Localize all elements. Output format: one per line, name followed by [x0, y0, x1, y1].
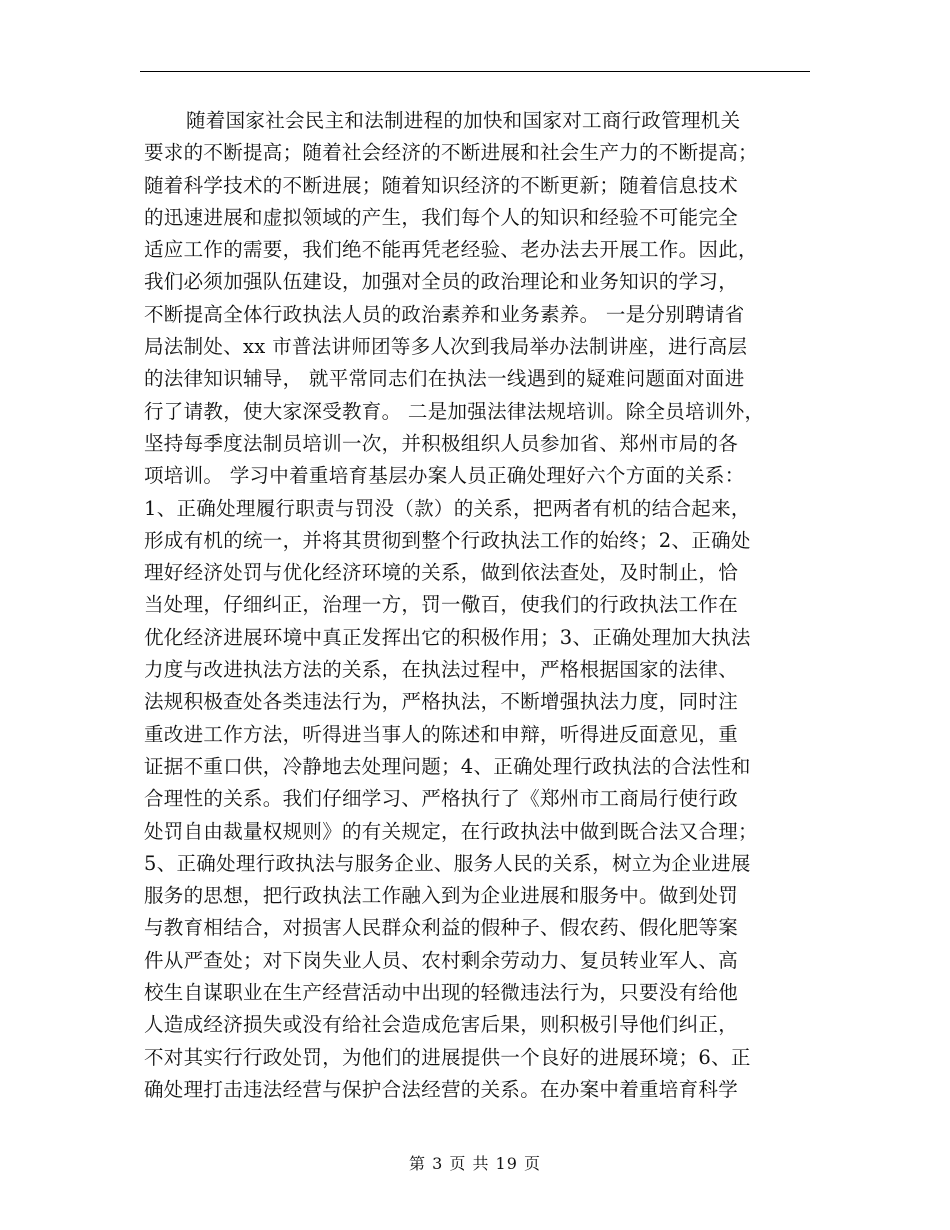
text-line: 件从严查处；对下岗失业人员、农村剩余劳动力、复员转业军人、高 — [144, 948, 739, 972]
text-line: 证据不重口供，冷静地去处理问题；4、正确处理行政执法的合法性和 — [144, 754, 751, 778]
text-line: 与教育相结合，对损害人民群众利益的假种子、假农药、假化肥等案 — [144, 916, 739, 940]
text-line: 局法制处、xx 市普法讲师团等多人次到我局举办法制讲座，进行高层 — [144, 335, 748, 359]
text-line: 随着国家社会民主和法制进程的加快和国家对工商行政管理机关 — [186, 109, 741, 132]
text-line: 的迅速进展和虚拟领域的产生，我们每个人的知识和经验不可能完全 — [144, 205, 739, 229]
text-line: 不对其实行行政处罚，为他们的进展提供一个良好的进展环境；6、正 — [144, 1045, 751, 1069]
text-line: 当处理，仔细纠正，治理一方，罚一儆百，使我们的行政执法工作在 — [144, 593, 739, 617]
text-line: 1、正确处理履行职责与罚没（款）的关系，把两者有机的结合起来， — [144, 496, 751, 520]
text-line: 适应工作的需要，我们绝不能再凭老经验、老办法去开展工作。因此， — [144, 238, 758, 262]
text-line: 理好经济处罚与优化经济环境的关系，做到依法查处，及时制止，恰 — [144, 561, 739, 585]
text-line: 要求的不断提高；随着社会经济的不断进展和社会生产力的不断提高； — [144, 141, 758, 165]
text-line: 不断提高全体行政执法人员的政治素养和业务素养。 一是分别聘请省 — [144, 302, 745, 326]
text-line: 法规积极查处各类违法行为，严格执法，不断增强执法力度，同时注 — [144, 690, 739, 714]
text-line: 随着科学技术的不断进展；随着知识经济的不断更新；随着信息技术 — [144, 173, 739, 197]
text-line: 确处理打击违法经营与保护合法经营的关系。在办案中着重培育科学 — [144, 1077, 739, 1101]
text-line: 5、正确处理行政执法与服务企业、服务人民的关系，树立为企业进展 — [144, 851, 751, 875]
body-text — [144, 105, 816, 1106]
text-line: 校生自谋职业在生产经营活动中出现的轻微违法行为，只要没有给他 — [144, 981, 739, 1005]
text-line: 形成有机的统一，并将其贯彻到整个行政执法工作的始终；2、正确处 — [144, 528, 751, 552]
text-line: 力度与改进执法方法的关系，在执法过程中，严格根据国家的法律、 — [144, 658, 739, 682]
text-line: 合理性的关系。我们仔细学习、严格执行了《郑州市工商局行使行政 — [144, 787, 739, 811]
text-line: 重改进工作方法，听得进当事人的陈述和申辩，听得进反面意见，重 — [144, 722, 739, 746]
text-line: 我们必须加强队伍建设，加强对全员的政治理论和业务知识的学习， — [144, 270, 739, 294]
text-line: 优化经济进展环境中真正发挥出它的积极作用；3、正确处理加大执法 — [144, 625, 751, 649]
text-line: 项培训。 学习中着重培育基层办案人员正确处理好六个方面的关系： — [144, 464, 745, 488]
header-rule — [140, 71, 810, 72]
text-line: 行了请教，使大家深受教育。 二是加强法律法规培训。除全员培训外， — [144, 399, 765, 423]
text-line: 人造成经济损失或没有给社会造成危害后果，则积极引导他们纠正， — [144, 1013, 739, 1037]
text-line: 服务的思想，把行政执法工作融入到为企业进展和服务中。做到处罚 — [144, 884, 739, 908]
text-line: 的法律知识辅导， 就平常同志们在执法一线遇到的疑难问题面对面进 — [144, 367, 745, 391]
text-line: 坚持每季度法制员培训一次，并积极组织人员参加省、郑州市局的各 — [144, 431, 739, 455]
text-line: 处罚自由裁量权规则》的有关规定，在行政执法中做到既合法又合理； — [144, 819, 758, 843]
page-number: 第 3 页 共 19 页 — [409, 1154, 541, 1173]
